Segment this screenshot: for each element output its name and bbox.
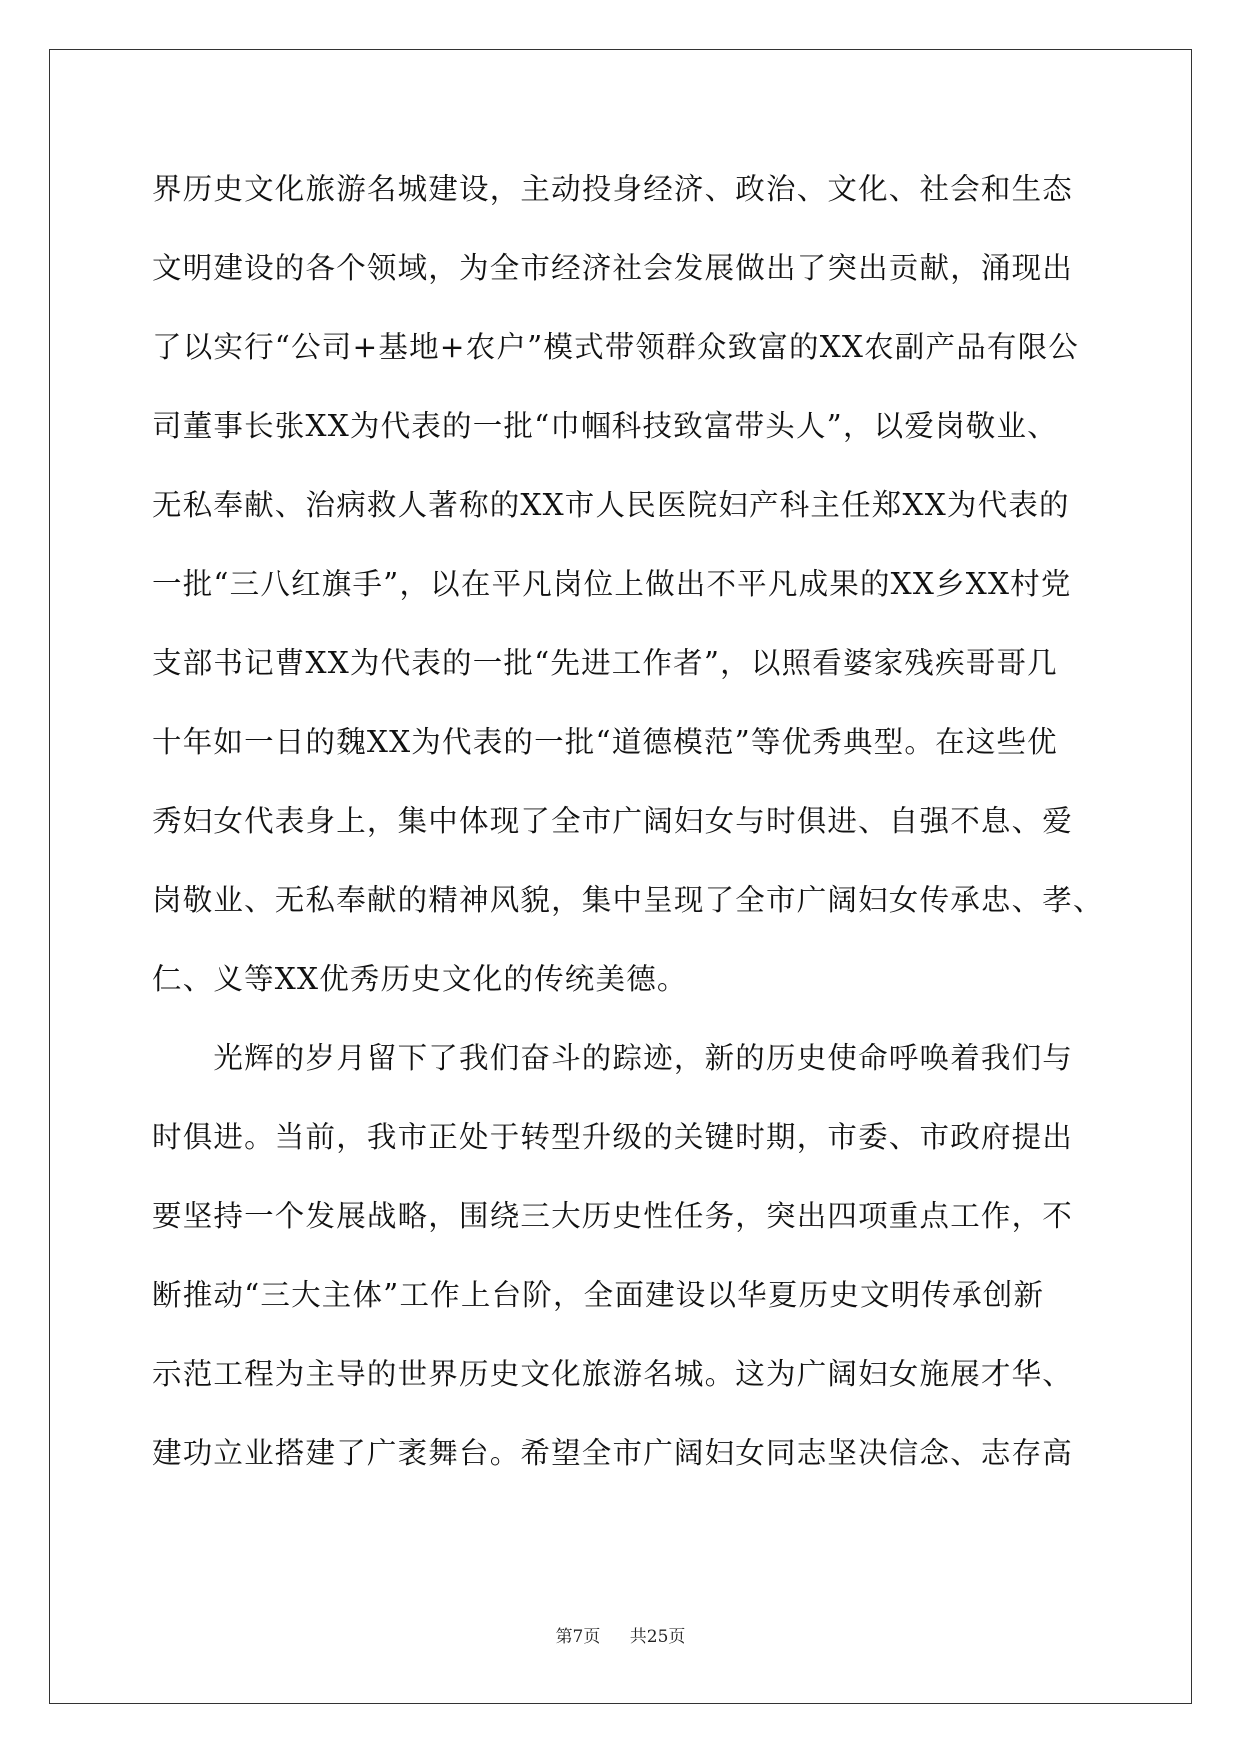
text-line: 示范工程为主导的世界历史文化旅游名城。这为广阔妇女施展才华、 [152, 1357, 1074, 1391]
text-line: 无私奉献、治病救人著称的XX市人民医院妇产科主任郑XX为代表的 [152, 488, 1070, 522]
document-body [152, 162, 1104, 1505]
text-line: 岗敬业、无私奉献的精神风貌，集中呈现了全市广阔妇女传承忠、孝、 [152, 883, 1104, 917]
text-line: 建功立业搭建了广袤舞台。希望全市广阔妇女同志坚决信念、志存高 [152, 1436, 1074, 1470]
paragraph-start-line: 光辉的岁月留下了我们奋斗的踪迹，新的历史使命呼唤着我们与 [152, 1041, 1074, 1075]
text-line: 界历史文化旅游名城建设，主动投身经济、政治、文化、社会和生态 [152, 172, 1074, 206]
page-total: 共25页 [629, 1627, 686, 1647]
text-line: 支部书记曹XX为代表的一批“先进工作者”，以照看婆家残疾哥哥几 [152, 646, 1058, 680]
page-footer [0, 1622, 1241, 1647]
text-line: 仁、义等XX优秀历史文化的传统美德。 [152, 962, 688, 996]
text-line: 司董事长张XX为代表的一批“巾帼科技致富带头人”，以爱岗敬业、 [152, 409, 1058, 443]
text-line: 了以实行“公司+基地+农户”模式带领群众致富的XX农副产品有限公 [152, 330, 1080, 364]
text-line: 秀妇女代表身上，集中体现了全市广阔妇女与时俱进、自强不息、爱 [152, 804, 1074, 838]
text-line: 断推动“三大主体”工作上台阶，全面建设以华夏历史文明传承创新 [152, 1278, 1045, 1312]
text-line: 十年如一日的魏XX为代表的一批“道德模范”等优秀典型。在这些优 [152, 725, 1058, 759]
text-line: 一批“三八红旗手”，以在平凡岗位上做出不平凡成果的XX乡XX村党 [152, 567, 1072, 601]
text-line: 时俱进。当前，我市正处于转型升级的关键时期，市委、市政府提出 [152, 1120, 1074, 1154]
text-line: 文明建设的各个领域，为全市经济社会发展做出了突出贡献，涌现出 [152, 251, 1074, 285]
page-number: 第7页 [555, 1627, 601, 1647]
text-line: 要坚持一个发展战略，围绕三大历史性任务，突出四项重点工作，不 [152, 1199, 1074, 1233]
